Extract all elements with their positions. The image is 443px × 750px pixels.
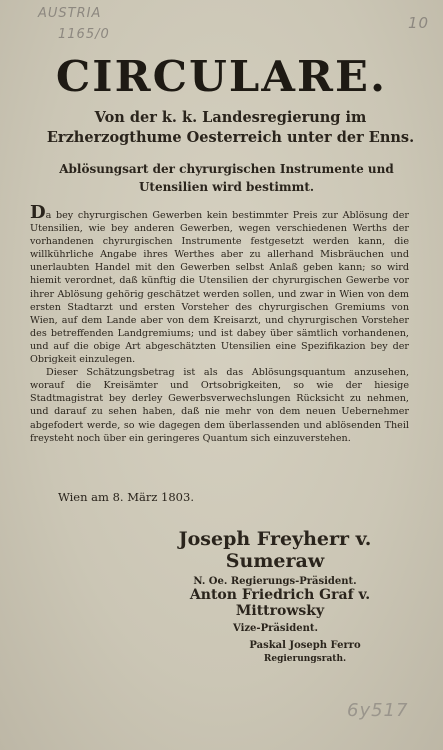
signatory-name: Anton Friedrich Graf v. Mittrowsky bbox=[189, 587, 371, 619]
archive-mark-bottom: 6y517 bbox=[347, 700, 409, 721]
archive-mark-number: 1165/0 bbox=[58, 27, 110, 42]
document-subject: Ablösungsart der chyrurgischen Instrumente und Utensilien wird bestimmt. bbox=[59, 162, 394, 194]
paragraph-text: a bey chyrurgischen Gewerben kein bestimmter Preis zur Ablösung der Utensilien, wie bey anderen Gewerben, wegen verschiedenen Werths der vorhandenen chyrurgischen Instrumente festgesetzt werden kann, die willkührliche Angabe ihres Werthes aber zu allerhand Misbräuchen und unerlaubten Handel mit den Gewerben selbst Anlaß geben kann; so wird hiemit verordnet, daß künftig die Utensilien der chyrurgischen Gewerbe vor ihrer Ablösung gehörig geschätzet werden sollen, und zwar in Wien von dem ersten Stadtarzt und ersten Vorsteher des chyrurgischen Gremiums von Wien, auf dem Lande aber von dem Kreisarzt, und chyrurgischen Vorsteher des betreffenden Landgremiums; und ist dabey über sämtlich vorhandenen, und auf die obige Art abgeschätzten Utensilien eine Spezifikazion bey der Obrigkeit einzulegen. bbox=[30, 210, 409, 366]
document-issuer: Von der k. k. Landesregierung im Erzherzogthume Oesterreich unter der Enns. bbox=[46, 109, 415, 146]
signature-block-president bbox=[135, 528, 415, 587]
body-paragraph-1 bbox=[30, 202, 409, 366]
signature-block-vice-president bbox=[145, 587, 415, 634]
drop-capital: D bbox=[30, 202, 46, 223]
signatory-name: Paskal Joseph Ferro bbox=[249, 640, 361, 651]
signatory-title: Regierungsrath. bbox=[263, 654, 347, 664]
document-body bbox=[30, 202, 409, 445]
signatory-title: N. Oe. Regierungs-Präsident. bbox=[193, 576, 357, 587]
archive-mark-corner: 10 bbox=[408, 14, 430, 32]
signatory-name: Joseph Freyherr v. Sumeraw bbox=[178, 528, 372, 572]
document-title: CIRCULARE. bbox=[55, 52, 388, 101]
signatory-title: Vize-Präsident. bbox=[233, 623, 318, 634]
body-paragraph-2 bbox=[30, 366, 409, 445]
archive-mark-country: AUSTRIA bbox=[38, 6, 102, 21]
document-date: Wien am 8. März 1803. bbox=[58, 490, 194, 504]
paragraph-text: Dieser Schätzungsbetrag ist als das Ablösungsquantum anzusehen, worauf die Kreisämter und Ortsobrigkeiten, so wie der hiesige Stadtmagistrat bey derley Gewerbsverwechslungen Rücksicht zu nehmen, und darauf zu sehen haben, daß nie mehr von dem neuen Uebernehmer abgefodert werde, so wie dagegen dem überlassenden und ablösenden Theil freysteht noch über ein geringeres Quantum sich einzuverstehen. bbox=[30, 367, 409, 444]
signature-block-councillor bbox=[240, 640, 370, 664]
